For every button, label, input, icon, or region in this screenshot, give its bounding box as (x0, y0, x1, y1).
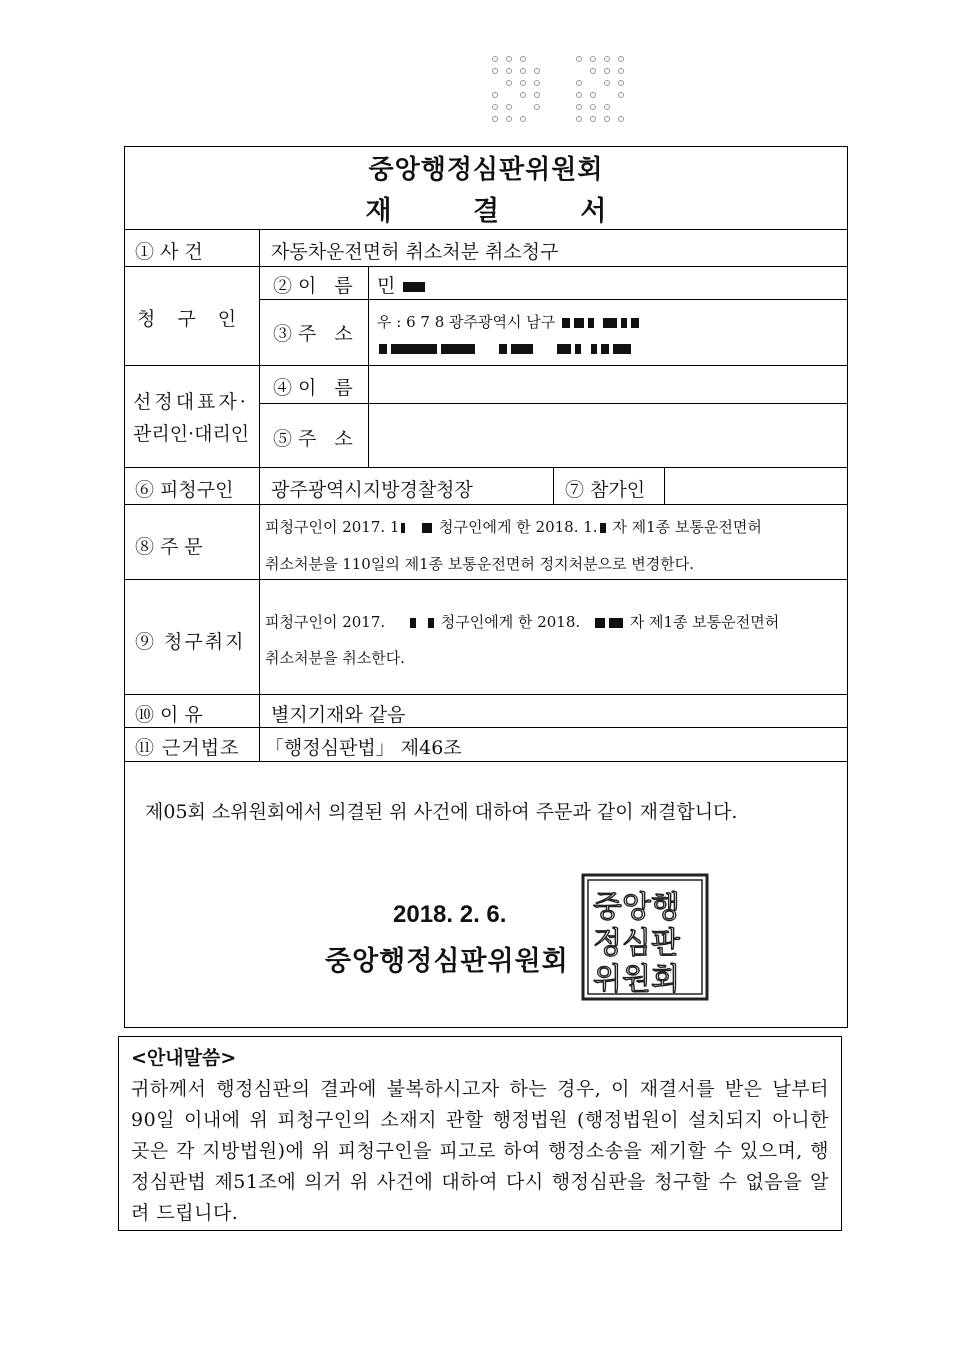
guidance-notice (118, 1036, 842, 1231)
legal-basis-value: 「행정심판법」 제46조 (265, 737, 462, 759)
barcode-dot (590, 68, 596, 74)
barcode-dot (534, 68, 540, 74)
representative-name-label: ④이 름 (273, 377, 359, 399)
claim-purpose-line1: 피청구인이 2017. 청구인에게 한 2018. 자 제1종 보통운전면허 (265, 613, 780, 631)
claimant-address-line1: 우 : 6 7 8 광주광역시 남구 (377, 311, 641, 332)
barcode-dot (520, 56, 526, 62)
barcode-dot (492, 104, 498, 110)
barcode-dot (534, 80, 540, 86)
claimant-name-label: ②이 름 (273, 275, 359, 297)
barcode-dot (576, 104, 582, 110)
intervenor-label: ⑦ 참가인 (565, 479, 646, 501)
barcode-dot (590, 56, 596, 62)
claimant-label: 청 구 인 (137, 308, 245, 330)
order-line1: 피청구인이 2017. 1 청구인에게 한 2018. 1. 자 제1종 보통운전면허 (265, 518, 762, 536)
claim-purpose-line2: 취소처분을 취소한다. (265, 649, 405, 667)
barcode-dot (506, 68, 512, 74)
order-label: ⑧ 주 문 (135, 536, 203, 558)
barcode-dot (576, 80, 582, 86)
barcode-dot (506, 80, 512, 86)
barcode-dot (520, 80, 526, 86)
document-barcode (492, 56, 632, 132)
barcode-dot (590, 92, 596, 98)
claimant-address-line2-redacted (377, 337, 633, 359)
signature-org: 중앙행정심판위원회 (325, 946, 569, 977)
barcode-dot (618, 92, 624, 98)
barcode-dot (618, 80, 624, 86)
case-value: 자동차운전면허 취소처분 취소청구 (271, 241, 559, 263)
barcode-dot (604, 68, 610, 74)
ruling-statement: 제05회 소위원회에서 의결된 위 사건에 대하여 주문과 같이 재결합니다. (145, 801, 738, 823)
barcode-dot (576, 56, 582, 62)
barcode-dot (506, 56, 512, 62)
barcode-dot (492, 92, 498, 98)
barcode-dot (590, 104, 596, 110)
barcode-dot (604, 80, 610, 86)
barcode-dot (492, 68, 498, 74)
reason-value: 별지기재와 같음 (271, 704, 406, 726)
representative-label-2: 관리인·대리인 (133, 423, 250, 445)
official-seal-icon (579, 871, 711, 1003)
legal-basis-label: ⑪ 근거법조 (135, 737, 240, 759)
ruling-date: 2018. 2. 6. (393, 901, 507, 928)
barcode-dot (604, 104, 610, 110)
barcode-dot (506, 116, 512, 122)
svg-text:위원회: 위원회 (593, 962, 680, 997)
order-line2: 취소처분을 110일의 제1종 보통운전면허 정지처분으로 변경한다. (265, 555, 695, 573)
barcode-dot (534, 92, 540, 98)
svg-text:정심판: 정심판 (593, 926, 680, 961)
barcode-dot (576, 92, 582, 98)
respondent-label: ⑥ 피청구인 (135, 479, 234, 501)
barcode-dot (492, 56, 498, 62)
barcode-dot (590, 116, 596, 122)
barcode-dot (604, 116, 610, 122)
case-label: ① 사 건 (135, 241, 203, 263)
barcode-dot (618, 68, 624, 74)
claimant-address-label: ③주 소 (273, 323, 359, 345)
barcode-dot (520, 116, 526, 122)
barcode-dot (506, 104, 512, 110)
barcode-dot (534, 104, 540, 110)
notice-title: <안내말씀> (131, 1047, 237, 1069)
notice-body: 귀하께서 행정심판의 결과에 불복하시고자 하는 경우, 이 재결서를 받은 날부터 90일 이내에 위 피청구인의 소재지 관할 행정법원 (행정법원이 설치되지 아니한 곳은 각 지방법원)에 위 피청구인을 피고로 하여 행정소송을 제기할 수 있으며, 행정심판법 제51조에 의거 위 사건에 대하여 다시 행정심판을 청구할 수 없음을 알려 드립니다. (131, 1078, 829, 1224)
ruling-form (124, 146, 848, 1028)
barcode-dot (618, 56, 624, 62)
org-title: 중앙행정심판위원회 (368, 155, 604, 185)
barcode-dot (604, 56, 610, 62)
representative-label-1: 선정대표자· (133, 391, 249, 413)
barcode-dot (492, 116, 498, 122)
claimant-name-value: 민 (377, 271, 427, 298)
barcode-dot (618, 116, 624, 122)
svg-text:중앙행: 중앙행 (593, 890, 680, 925)
doc-type-title: 재 결 서 (365, 196, 643, 227)
respondent-value: 광주광역시지방경찰청장 (271, 479, 473, 501)
claim-purpose-label: ⑨ 청구취지 (135, 631, 246, 653)
barcode-dot (576, 116, 582, 122)
barcode-dot (520, 92, 526, 98)
representative-address-label: ⑤주 소 (273, 428, 359, 450)
barcode-dot (520, 68, 526, 74)
reason-label: ⑩ 이 유 (135, 704, 203, 726)
